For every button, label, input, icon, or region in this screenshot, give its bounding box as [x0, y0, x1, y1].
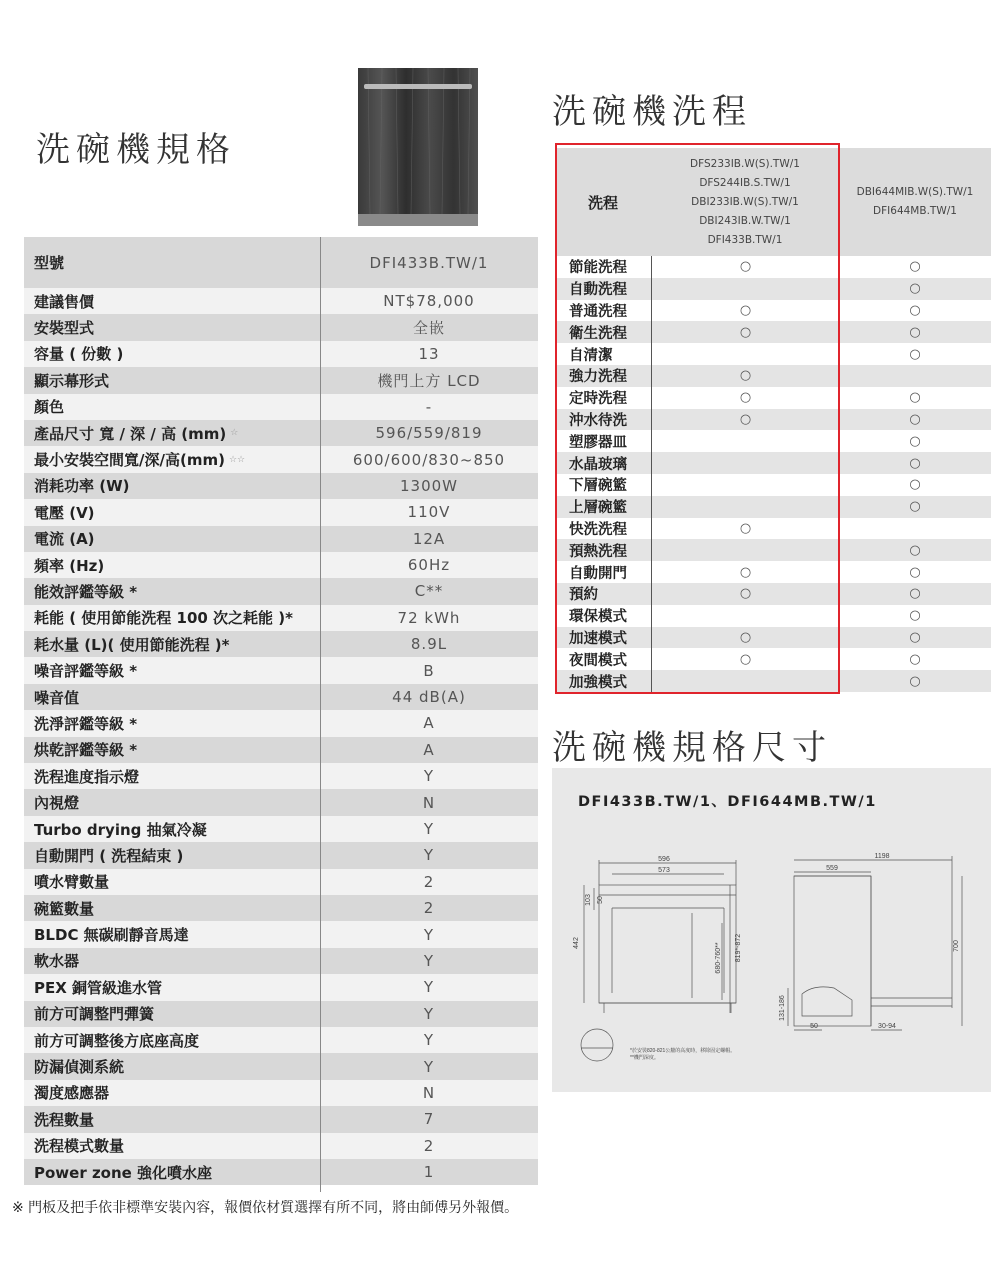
cycle-support-col2: [839, 256, 991, 278]
spec-title: 洗碗機規格: [36, 130, 236, 170]
spec-label: [24, 684, 320, 710]
cycle-support-col1: [652, 605, 839, 627]
supported-mark: ○: [909, 259, 921, 275]
model-name: DBI644MIB.W(S).TW/1: [856, 186, 974, 198]
model-name: DFS233IB.W(S).TW/1: [690, 157, 800, 170]
spec-label-text: 噪音值: [34, 688, 80, 707]
cycle-support-col1: [652, 583, 839, 605]
spec-label-text: BLDC 無碳刷靜音馬達: [34, 926, 189, 945]
spec-label: [24, 1053, 320, 1079]
cycle-row: [555, 474, 991, 496]
dimensions-panel: [552, 768, 991, 1092]
dim-label-819-872: 819*-872: [735, 933, 742, 963]
cycle-row: [555, 278, 991, 300]
dim-label-30-94: 30-94: [878, 1023, 896, 1030]
spec-row: [24, 420, 538, 446]
spec-value: 44 dB(A): [392, 688, 466, 707]
cycle-row: [555, 300, 991, 322]
cycle-name: 定時洗程: [555, 387, 652, 409]
spec-row: [24, 1106, 538, 1132]
dim-label-442: 442: [573, 937, 580, 949]
spec-value: 600/600/830~850: [352, 450, 506, 469]
cycle-row: [555, 409, 991, 431]
spec-value: Y: [423, 820, 435, 838]
cycle-row: [555, 670, 991, 692]
model-name: DFI644MB.TW/1: [873, 205, 957, 217]
spec-row: [24, 842, 538, 868]
spec-label: [24, 895, 320, 921]
spec-label-text: 最小安裝空間寬/深/高(mm): [34, 451, 225, 470]
spec-label-text: 軟水器: [34, 952, 80, 971]
cycle-header-label: 洗程: [587, 193, 618, 212]
spec-label: [24, 974, 320, 1000]
spec-label-text: 能效評鑑等級 *: [34, 582, 138, 601]
cycle-name: 衛生洗程: [555, 321, 652, 343]
spec-value: Y: [423, 767, 435, 786]
spec-value: 12A: [412, 529, 446, 548]
cycle-support-col1: [652, 409, 839, 431]
spec-label-text: 洗程數量: [34, 1110, 95, 1129]
spec-label-text: 電流 (A): [34, 530, 95, 549]
spec-row: [24, 1001, 538, 1027]
spec-value: 60Hz: [407, 556, 451, 575]
cycle-name: 自動洗程: [555, 278, 652, 300]
cycle-support-col1: [652, 518, 839, 540]
spec-header-label: 型號: [34, 254, 65, 272]
cycle-name: 夜間模式: [555, 648, 652, 670]
supported-mark: ○: [739, 520, 752, 536]
spec-label: [24, 1106, 320, 1132]
spec-label: [24, 1027, 320, 1053]
spec-label: [24, 869, 320, 895]
spec-value: N: [422, 793, 436, 812]
cycle-support-col1: [652, 452, 839, 474]
spec-row: [24, 657, 538, 683]
cycle-support-col1: [652, 387, 839, 409]
cycle-support-col2: [839, 387, 991, 409]
cycle-support-col1: [652, 474, 839, 496]
cycle-support-col2: [839, 518, 991, 540]
spec-row: [24, 895, 538, 921]
supported-mark: ○: [909, 629, 921, 645]
cycle-support-col2: [839, 474, 991, 496]
cycle-support-col1: [652, 300, 839, 322]
cycle-support-col2: [839, 605, 991, 627]
cycle-row: [555, 387, 991, 409]
dim-label-131-186: 131-186: [779, 995, 786, 1021]
cycle-support-col1: [652, 256, 839, 278]
spec-label: [24, 446, 320, 472]
model-name: DBI243IB.W.TW/1: [699, 214, 791, 227]
spec-row: [24, 446, 538, 472]
dishwasher-product-image: [358, 68, 478, 226]
cycle-support-col1: [652, 648, 839, 670]
cycle-row: [555, 561, 991, 583]
cycle-support-col2: [839, 627, 991, 649]
spec-label: [24, 948, 320, 974]
spec-table: [24, 237, 538, 1185]
cycle-header-models-2: [839, 148, 991, 256]
spec-row: [24, 1159, 538, 1185]
cycle-support-col2: [839, 278, 991, 300]
spec-label-text: 碗籃數量: [34, 899, 95, 918]
spec-label-text: 耗能 ( 使用節能洗程 100 次之耗能 )*: [34, 609, 293, 628]
spec-label: [24, 394, 320, 420]
cycle-name: 預熱洗程: [555, 539, 652, 561]
dim-label-700: 700: [953, 940, 960, 952]
cycle-table: [555, 148, 991, 692]
cycle-row: [555, 321, 991, 343]
supported-mark: ○: [739, 259, 752, 275]
cycle-name: 上層碗籃: [555, 496, 652, 518]
spec-row: [24, 367, 538, 393]
spec-row: [24, 526, 538, 552]
spec-label-text: 噴水臂數量: [34, 873, 110, 892]
spec-value: -: [425, 397, 433, 416]
spec-value: 1300W: [399, 476, 458, 495]
spec-value: Y: [423, 925, 435, 944]
cycle-support-col2: [839, 648, 991, 670]
spec-row: [24, 974, 538, 1000]
spec-row: [24, 710, 538, 736]
cycle-support-col1: [652, 539, 839, 561]
spec-label-text: 產品尺寸 寬 / 深 / 高 (mm): [34, 424, 227, 443]
supported-mark: ○: [909, 586, 921, 602]
dim-label-596: 596: [658, 856, 670, 863]
spec-row: [24, 921, 538, 947]
cycle-support-col2: [839, 409, 991, 431]
spec-label: [24, 367, 320, 393]
cycle-row: [555, 605, 991, 627]
spec-value: B: [423, 661, 435, 680]
cycle-row: [555, 627, 991, 649]
spec-row: [24, 1133, 538, 1159]
cycle-support-col2: [839, 300, 991, 322]
supported-mark: ○: [739, 390, 752, 406]
spec-row: [24, 341, 538, 367]
dim-note-1: *於安裝820-821公釐的高度時，移除固定螺帽。: [630, 1048, 736, 1054]
spec-value: 全嵌: [412, 319, 445, 338]
spec-label-text: 洗淨評鑑等級 *: [34, 714, 138, 733]
spec-label-text: 頻率 (Hz): [34, 556, 105, 575]
spec-table-header: [24, 237, 538, 288]
cycle-row: [555, 648, 991, 670]
cycle-support-col1: [652, 343, 839, 365]
cycle-support-col2: [839, 452, 991, 474]
cycle-name: 水晶玻璃: [555, 452, 652, 474]
dim-note-2: **機門深度。: [630, 1055, 659, 1061]
spec-label-text: 容量 ( 份數 ): [34, 345, 124, 364]
cycle-support-col2: [839, 430, 991, 452]
spec-label-text: 建議售價: [34, 292, 95, 311]
spec-label: [24, 842, 320, 868]
spec-label-text: PEX 銅管級進水管: [34, 978, 163, 997]
spec-label: [24, 631, 320, 657]
spec-label: [24, 499, 320, 525]
cycle-name: 普通洗程: [555, 300, 652, 322]
supported-mark: ○: [909, 673, 921, 689]
spec-label: [24, 552, 320, 578]
dim-label-1198: 1198: [874, 853, 890, 860]
spec-footnote-mark: ☆: [230, 428, 239, 439]
spec-row: [24, 473, 538, 499]
spec-value: 2: [423, 872, 435, 891]
spec-label: [24, 1159, 320, 1185]
cycle-support-col1: [652, 670, 839, 692]
spec-label-text: 耗水量 (L)( 使用節能洗程 )*: [34, 635, 230, 654]
spec-row: [24, 288, 538, 314]
spec-row: [24, 394, 538, 420]
spec-label: [24, 605, 320, 631]
side-view-outline: [794, 876, 871, 1026]
spec-row: [24, 763, 538, 789]
cycle-support-col2: [839, 539, 991, 561]
spec-value: 機門上方 LCD: [377, 371, 481, 390]
spec-value: NT$78,000: [383, 292, 475, 311]
cycle-support-col1: [652, 561, 839, 583]
spec-value: Y: [423, 1057, 435, 1076]
cycle-name: 塑膠器皿: [555, 430, 652, 452]
supported-mark: ○: [909, 346, 921, 362]
supported-mark: ○: [909, 542, 921, 558]
supported-mark: ○: [739, 629, 752, 645]
dim-label-50-side: 50: [810, 1023, 818, 1030]
spec-row: [24, 314, 538, 340]
spec-row: [24, 737, 538, 763]
supported-mark: ○: [909, 302, 921, 318]
supported-mark: ○: [909, 455, 921, 471]
supported-mark: ○: [739, 302, 752, 318]
spec-row: [24, 578, 538, 604]
spec-row: [24, 499, 538, 525]
spec-value: 2: [423, 1136, 435, 1155]
spec-row: [24, 948, 538, 974]
spec-row: [24, 684, 538, 710]
spec-row: [24, 552, 538, 578]
spec-value: Y: [423, 951, 435, 970]
cycle-support-col1: [652, 365, 839, 387]
spec-value: N: [422, 1083, 436, 1102]
cycle-name: 下層碗籃: [555, 474, 652, 496]
cycle-support-col1: [652, 278, 839, 300]
spec-label-text: Turbo drying 抽氣冷凝: [34, 820, 207, 839]
cycle-table-header: [555, 148, 991, 256]
supported-mark: ○: [909, 651, 921, 667]
supported-mark: ○: [739, 651, 752, 667]
cycle-name: 加強模式: [555, 670, 652, 692]
spec-label: [24, 473, 320, 499]
cycle-row: [555, 365, 991, 387]
spec-value: 110V: [407, 503, 451, 522]
spec-label-text: 電壓 (V): [34, 503, 95, 522]
cycle-support-col1: [652, 430, 839, 452]
cycle-name: 自動開門: [555, 561, 652, 583]
spec-label-text: 自動開門 ( 洗程結束 ): [34, 846, 184, 865]
dim-label-573: 573: [658, 867, 670, 874]
dim-label-103: 103: [585, 894, 592, 906]
dim-label-50-front: 50: [597, 896, 604, 904]
spec-label-text: 烘乾評鑑等級 *: [34, 741, 138, 760]
spec-label: [24, 578, 320, 604]
spec-value: 1: [423, 1163, 435, 1182]
supported-mark: ○: [739, 411, 752, 427]
cycle-header-models-1: [651, 148, 839, 256]
dimensions-model: DFI433B.TW/1、DFI644MB.TW/1: [578, 794, 877, 810]
dim-label-680-760: 680-760**: [715, 942, 722, 974]
spec-row: [24, 1027, 538, 1053]
supported-mark: ○: [909, 411, 921, 427]
spec-label: [24, 526, 320, 552]
cycle-row: [555, 518, 991, 540]
cycle-row: [555, 496, 991, 518]
spec-value: 72 kWh: [397, 608, 461, 627]
supported-mark: ○: [909, 499, 921, 515]
supported-mark: ○: [909, 281, 921, 297]
cycle-support-col2: [839, 365, 991, 387]
spec-value: 7: [423, 1110, 435, 1129]
dim-label-559: 559: [826, 865, 838, 872]
spec-label: [24, 737, 320, 763]
spec-label-text: 濁度感應器: [34, 1084, 110, 1103]
supported-mark: ○: [739, 368, 752, 384]
cycle-row: [555, 583, 991, 605]
cycle-support-col2: [839, 343, 991, 365]
spec-value: 596/559/819: [375, 424, 483, 443]
cycle-name: 沖水待洗: [555, 409, 652, 431]
supported-mark: ○: [909, 477, 921, 493]
spec-value: A: [423, 740, 435, 759]
spec-row: [24, 1080, 538, 1106]
supported-mark: ○: [739, 586, 752, 602]
dimension-drawing: [552, 768, 991, 1092]
spec-label: [24, 921, 320, 947]
spec-label: [24, 314, 320, 340]
spec-label-text: 內視燈: [34, 794, 80, 813]
spec-label: [24, 763, 320, 789]
spec-label-text: 前方可調整後方底座高度: [34, 1031, 200, 1050]
spec-label: [24, 1133, 320, 1159]
cycle-row: [555, 452, 991, 474]
spec-row: [24, 1053, 538, 1079]
spec-label: [24, 1001, 320, 1027]
footnote: ※ 門板及把手依非標準安裝內容，報價依材質選擇有所不同，將由師傅另外報價。: [12, 1200, 519, 1216]
spec-value: C**: [414, 582, 444, 601]
spec-row: [24, 789, 538, 815]
spec-label-text: 防漏偵測系統: [34, 1058, 125, 1077]
spec-label-text: 顏色: [34, 398, 65, 417]
cycle-support-col1: [652, 321, 839, 343]
cycle-support-col2: [839, 496, 991, 518]
supported-mark: ○: [739, 564, 752, 580]
spec-label-text: 顯示幕形式: [34, 371, 110, 390]
spec-label-text: 消耗功率 (W): [34, 477, 130, 496]
spec-label-text: 前方可調整門彈簧: [34, 1005, 155, 1024]
model-name: DFI433B.TW/1: [707, 233, 783, 246]
spec-label-text: 洗程模式數量: [34, 1137, 125, 1156]
cycle-support-col1: [652, 496, 839, 518]
cycle-support-col1: [652, 627, 839, 649]
cycle-name: 自清潔: [555, 343, 652, 365]
spec-label-text: Power zone 強化噴水座: [34, 1163, 213, 1182]
spec-label: [24, 816, 320, 842]
spec-value: Y: [423, 1031, 435, 1050]
cycle-support-col2: [839, 670, 991, 692]
cycle-name: 環保模式: [555, 605, 652, 627]
spec-label-text: 安裝型式: [34, 319, 95, 338]
cycle-support-col2: [839, 321, 991, 343]
supported-mark: ○: [909, 564, 921, 580]
cycle-row: [555, 539, 991, 561]
spec-label: [24, 1080, 320, 1106]
dimensions-title: 洗碗機規格尺寸: [552, 728, 832, 768]
cycle-name: 加速模式: [555, 627, 652, 649]
cycle-name: 快洗洗程: [555, 518, 652, 540]
model-name: DFS244IB.S.TW/1: [699, 176, 791, 189]
spec-value: Y: [423, 978, 435, 997]
spec-label-text: 洗程進度指示燈: [34, 767, 140, 786]
spec-label: [24, 420, 320, 446]
cycle-row: [555, 343, 991, 365]
model-name: DBI233IB.W(S).TW/1: [691, 195, 799, 208]
spec-value: A: [423, 714, 435, 733]
spec-value: Y: [423, 1004, 435, 1023]
supported-mark: ○: [909, 433, 921, 449]
spec-value: 2: [423, 899, 435, 918]
cycle-name: 預約: [555, 583, 652, 605]
spec-label: [24, 710, 320, 736]
cycle-row: [555, 256, 991, 278]
cycle-name: 強力洗程: [555, 365, 652, 387]
supported-mark: ○: [909, 390, 921, 406]
spec-value: 13: [418, 344, 440, 363]
spec-value: 8.9L: [410, 635, 448, 654]
supported-mark: ○: [739, 324, 752, 340]
supported-mark: ○: [909, 608, 921, 624]
spec-header-model: DFI433B.TW/1: [369, 253, 489, 272]
cycle-title: 洗碗機洗程: [552, 92, 752, 132]
spec-row: [24, 816, 538, 842]
spec-row: [24, 869, 538, 895]
cycle-support-col2: [839, 583, 991, 605]
spec-row: [24, 605, 538, 631]
spec-label: [24, 341, 320, 367]
cycle-name: 節能洗程: [555, 256, 652, 278]
supported-mark: ○: [909, 324, 921, 340]
spec-value: Y: [423, 846, 435, 865]
spec-label: [24, 657, 320, 683]
spec-label-text: 噪音評鑑等級 *: [34, 662, 138, 681]
spec-footnote-mark: ☆☆: [228, 454, 246, 465]
cycle-row: [555, 430, 991, 452]
cycle-support-col2: [839, 561, 991, 583]
spec-label: [24, 288, 320, 314]
spec-row: [24, 631, 538, 657]
spec-column-divider: [320, 237, 321, 1192]
spec-label: [24, 789, 320, 815]
